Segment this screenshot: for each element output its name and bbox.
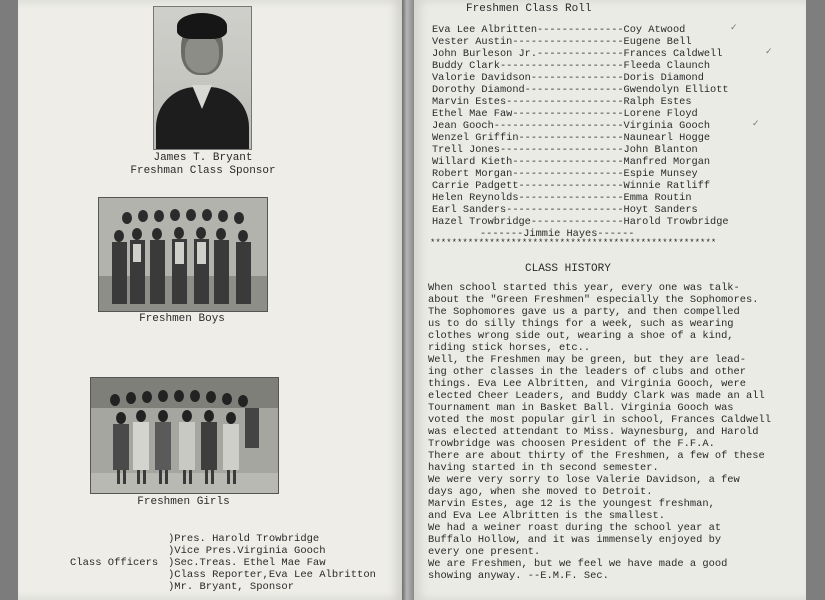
history-line: elected Cheer Leaders, and Buddy Clark was made an all [428, 390, 765, 402]
roll-row: Carrie Padgett-----------------Winnie Ratliff [432, 180, 711, 192]
freshmen-girls-caption: Freshmen Girls [137, 496, 230, 508]
roll-row: Hazel Trowbridge---------------Harold Trowbridge [432, 216, 729, 228]
roll-row: Buddy Clark--------------------Fleeda Claunch [432, 60, 711, 72]
roll-row: Robert Morgan------------------Espie Munsey [432, 168, 698, 180]
history-line: We were very sorry to lose Valerie Davidson, a few [428, 474, 740, 486]
book-gutter [402, 0, 414, 600]
roll-row: Eva Lee Albritten--------------Coy Atwood [432, 24, 686, 36]
freshmen-boys-photo [98, 197, 268, 312]
officer-line: )Vice Pres.Virginia Gooch [168, 545, 326, 557]
history-line: Marvin Estes, age 12 is the youngest freshman, [428, 498, 715, 510]
officer-line: )Sec.Treas. Ethel Mae Faw [168, 557, 326, 569]
history-line: Trowbridge was choosen President of the F.F.A. [428, 438, 715, 450]
left-page-edge [0, 0, 18, 600]
history-line: voted the most popular girl in school, Frances Caldwell [428, 414, 771, 426]
roll-row: Wenzel Griffin-----------------Naunearl Hogge [432, 132, 711, 144]
roll-row: Jean Gooch---------------------Virginia Gooch [432, 120, 711, 132]
star-divider: ***************************************************** [430, 238, 717, 248]
history-line: and Eva Lee Albritten is the smallest. [428, 510, 665, 522]
history-line: When school started this year, every one was talk- [428, 282, 740, 294]
check-mark-icon: ✓ [752, 119, 760, 129]
roll-row: Valorie Davidson---------------Doris Diamond [432, 72, 704, 84]
roll-row: Earl Sanders-------------------Hoyt Sanders [432, 204, 698, 216]
class-history-title: CLASS HISTORY [525, 263, 611, 275]
right-page-edge [806, 0, 825, 600]
roll-row: Ethel Mae Faw------------------Lorene Floyd [432, 108, 698, 120]
roll-row: Marvin Estes-------------------Ralph Estes [432, 96, 692, 108]
history-line: riding stick horses, etc.. [428, 342, 591, 354]
history-line: There are about thirty of the Freshmen, a few of these [428, 450, 765, 462]
history-line: every one present. [428, 546, 541, 558]
roll-row: -------Jimmie Hayes------ [480, 228, 635, 240]
history-line: ing other classes in the leaders of clubs and other [428, 366, 747, 378]
history-line: us to do silly things for a week, such as wearing [428, 318, 734, 330]
history-line: was elected attendant to Miss. Waynesburg, and Harold [428, 426, 759, 438]
history-line: Buffalo Hollow, and it was immensely enjoyed by [428, 534, 722, 546]
officer-line: )Class Reporter,Eva Lee Albritton [168, 569, 376, 581]
history-line: having started in th second semester. [428, 462, 659, 474]
roll-row: Helen Reynolds-----------------Emma Routin [432, 192, 692, 204]
roll-row: Vester Austin------------------Eugene Bell [432, 36, 692, 48]
sponsor-portrait-photo [153, 6, 252, 150]
history-line: clothes wrong side out, wearing a shoe of a kind, [428, 330, 734, 342]
officer-line: )Mr. Bryant, Sponsor [168, 581, 295, 593]
history-line: The Sophomores gave us a party, and then compelled [428, 306, 740, 318]
history-line: about the "Green Freshmen" especially the Sophomores. [428, 294, 759, 306]
history-line: showing anyway. --E.M.F. Sec. [428, 570, 609, 582]
roll-row: Dorothy Diamond----------------Gwendolyn Elliott [432, 84, 729, 96]
history-line: Tournament man in Basket Ball. Virginia Gooch was [428, 402, 734, 414]
check-mark-icon: ✓ [765, 47, 773, 57]
roll-row: Willard Kieth------------------Manfred Morgan [432, 156, 711, 168]
history-line: things. Eva Lee Albritten, and Virginia Gooch, were [428, 378, 747, 390]
sponsor-name: James T. Bryant [153, 152, 253, 164]
officer-line: )Pres. Harold Trowbridge [168, 533, 320, 545]
freshmen-boys-caption: Freshmen Boys [139, 313, 225, 325]
history-line: days ago, when she moved to Detroit. [428, 486, 653, 498]
freshmen-girls-photo [90, 377, 279, 494]
check-mark-icon: ✓ [730, 23, 738, 33]
class-roll-title: Freshmen Class Roll [466, 3, 592, 15]
roll-row: John Burleson Jr.--------------Frances Caldwell [432, 48, 723, 60]
history-line: We had a weiner roast during the school year at [428, 522, 722, 534]
class-officers-label: Class Officers [70, 557, 159, 569]
roll-row: Trell Jones--------------------John Blanton [432, 144, 698, 156]
left-page [18, 0, 402, 600]
sponsor-title: Freshman Class Sponsor [130, 165, 276, 177]
history-line: We are Freshmen, but we feel we have made a good [428, 558, 728, 570]
history-line: Well, the Freshmen may be green, but they are lead- [428, 354, 747, 366]
